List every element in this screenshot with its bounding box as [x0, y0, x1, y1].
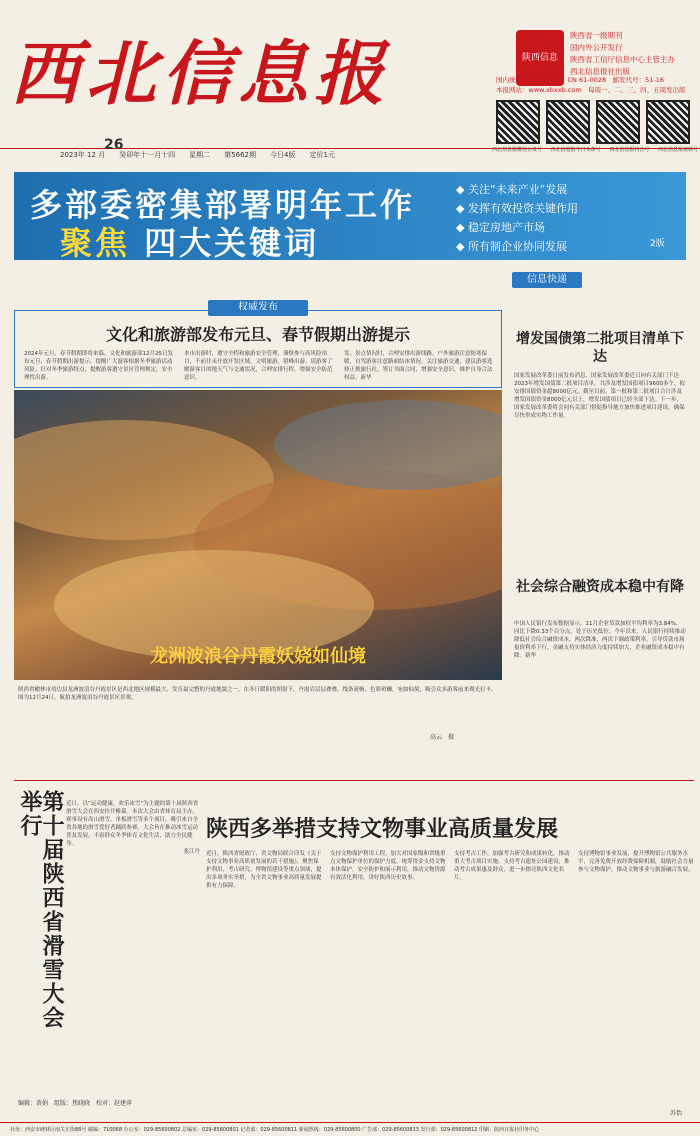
lunar-date: 癸卯年十一月十四 [119, 150, 176, 159]
qr-code-icon[interactable] [646, 100, 690, 144]
editor-line: 编辑：黄娟 组版：焦晓晓 校对：赵建萍 [18, 1100, 133, 1107]
qr-label: 西北信息报今日头条号 [550, 147, 601, 153]
article-text: 近日，以“运动健康，欢乐冰雪”为主题的第十届陕西省滑雪大会在西安拉开帷幕。本次大会由省体育局主办，赛事设有高山滑雪、单板滑雪等多个项目，吸引来自全省各地的滑雪爱好者踊跃参赛。大会旨在推动冰雪运动普及发展，丰富群众冬季体育文化生活，助力全民健身。 [66, 801, 199, 847]
qr-label: 西北信息报抖音号 [609, 147, 650, 153]
article-body: 国家发展改革委日前发布消息，国家发展改革委近日向有关部门下达2023年增发国债第二批项目清单，共涉及增发国债项目9600多个，拟安排国债资金超8000亿元。截至目前，第一批和第二批项目合计涉及增发国债资金8000亿元以上，增发国债项目已经全部下达。下一步，国家发展改革委将会同有关部门督促指导地方加快推进项目建设，确保尽快形成实物工作量。 [514, 373, 685, 419]
cn-number: 国内统一连续出版物号：CN 61-0028 邮发代号：51-16 [496, 76, 665, 84]
issue-number: 第5662期 [224, 150, 256, 159]
issue-day: 26 [104, 137, 124, 153]
issue-year-month: 2023年 12 月 [60, 150, 106, 159]
divider [14, 780, 694, 781]
banner-highlight: 聚焦 [60, 224, 131, 262]
danxia-landscape-photo [14, 390, 502, 680]
qr-label: 西北信息报微信公众号 [492, 147, 543, 153]
main-headline[interactable]: 陕西多举措支持文物事业高质量发展 [206, 817, 559, 842]
article-title[interactable]: 增发国债第二批项目清单下达 [516, 331, 684, 365]
article-title[interactable]: 社会综合融资成本稳中有降 [516, 579, 684, 595]
footer-info: 社址：西安市碑林区南关正街88号 邮编：710068 办公室：029-85600802 总编室：029-85600801 记者部：029-85600811 新闻热线：029-85600800 广告部：029-85600813 发行部：029-85600812 印刷：陕西日报社印务中心 [0, 1122, 700, 1136]
article-columns [24, 350, 494, 382]
article-paragraph: 2024年元旦、春节假期即将来临，文化和旅游部12月25日发布元旦、春节假期出游提示，提醒广大游客根据冬季旅游活动风险。针对冬季旅游特点，提醒游客遵守景区管理规定，安全理性出游。 [24, 351, 173, 381]
section-tag: 信息快递 [512, 272, 582, 288]
pub-line: 国内外公开发行 [570, 43, 623, 52]
article-paragraph: 近日，陕西省财政厅、省文物局联合印发《关于支持文物事业高质量发展的若干措施》，聚焦保护利用、考古研究、博物馆建设等重点领域，提出多项务实举措，为全省文物事业高质量发展提供有力保障。 [206, 851, 322, 889]
pub-line: 陕西省一级期刊 [570, 31, 623, 40]
banner-headline[interactable]: 多部委密集部署明年工作 [30, 186, 416, 224]
qr-code-icon[interactable] [546, 100, 590, 144]
publication-info [570, 30, 696, 78]
article-body: 中国人民银行发布数据显示，11月企业贷款加权平均利率为3.84%，同比下降0.33个百分点，处于历史低位。今年以来，人民银行持续推动降低社会综合融资成本，两次降准，两次下调政策利率，引导贷款市场报价利率下行，金融支持实体经济力度持续加大，企业融资成本稳中有降。新华 [514, 621, 686, 659]
banner-list-item: ◆ 发挥有效投资关键作用 [456, 202, 578, 215]
article-paragraph: 支持文物保护利用工程，加大对国家级和省级重点文物保护单位的保护力度，统筹资金支持文物本体保护、安全防护和展示利用，推动文物资源有效活化利用，讲好陕西历史故事。 [330, 851, 446, 881]
article-title[interactable]: 文化和旅游部发布元旦、春节假期出游提示 [105, 325, 410, 344]
banner-keywords: 四大关键词 [144, 224, 320, 262]
page-reference[interactable]: 2版 [650, 239, 665, 249]
banner-list-item: ◆ 所有制企业协同发展 [456, 240, 567, 253]
article-paragraph: 支持考古工作，加强考古研究和成果转化，推动重大考古项目实施，支持考古遗址公园建设，推动考古成果惠及群众，进一步擦亮陕西文化名片。 [454, 851, 570, 881]
price: 定价1元 [309, 150, 335, 159]
banner-list-item: ◆ 稳定房地产市场 [456, 221, 545, 234]
photo-credit: 高云 摄 [430, 734, 455, 741]
emblem-logo: 陕西信息 [516, 30, 564, 86]
weekday: 星期二 [189, 150, 211, 159]
website-line: 本报网站：www.xbxxb.com 每周一、二、三、四、五周发出版 [496, 86, 686, 94]
pub-line: 西北信息报社出版 [570, 67, 630, 76]
qr-label: 西北信息报视频号 [657, 147, 698, 153]
photo-caption: 陕西省榆林市靖边县龙洲波浪谷丹霞景区是西北地区规模最大、发育最完整的丹霞地貌之一，在冬日暖阳的照射下，丹霞岩层层叠叠，线条流畅，色彩斑斓，宛如仙境，吸引众多游客前来观光打卡。图为12月24日，航拍龙洲波浪谷丹霞景区景观。 [18, 687, 497, 701]
article-paragraph: 本市出游时，遵守全程和旅游安全管理，谨慎参与高风险项目，不前往未开放开发区域，文明旅游，错峰出游。请游客了解游客目的地天气与交通状况，合理安排行程，增强安全防范意识。 [184, 351, 333, 381]
article-credit: 张江丹 [183, 849, 200, 855]
banner-list-item: ◆ 关注“未来产业”发展 [456, 183, 568, 196]
pub-line: 陕西省工信厅信息中心主管主办 [570, 55, 675, 64]
dateline [0, 137, 700, 160]
main-article-columns [206, 850, 694, 1120]
qr-code-row [496, 100, 696, 146]
article-body [66, 800, 200, 1090]
page-count: 今日4版 [270, 150, 296, 159]
article-title-vertical[interactable]: 第十届陕西省滑雪大会举行 [17, 790, 64, 1030]
qr-code-icon[interactable] [596, 100, 640, 144]
newspaper-logo: 西北信息报 [10, 32, 390, 115]
photo-title: 龙洲波浪谷丹霞妖娆如仙境 [150, 646, 366, 667]
registration-info [496, 75, 696, 95]
article-paragraph: 支持博物馆事业发展，提升博物馆公共服务水平，完善免费开放经费保障机制，鼓励社会力量参与文物保护，推动文物事业与旅游融合发展。 [578, 851, 694, 873]
article-credit: 苏怡 [670, 1110, 683, 1117]
article-paragraph: 发、景点情况时，合理安排出游线路，户外旅游注意防寒保暖，自驾游客注意路面结冰情况，关注旅游交通，建议游客选择正规旅行社，签订书面合同，增强安全意识，维护自身合法权益。新华 [344, 351, 493, 381]
qr-code-icon[interactable] [496, 100, 540, 144]
section-tag: 权威发布 [208, 300, 308, 316]
banner-subheadline[interactable] [60, 218, 319, 264]
